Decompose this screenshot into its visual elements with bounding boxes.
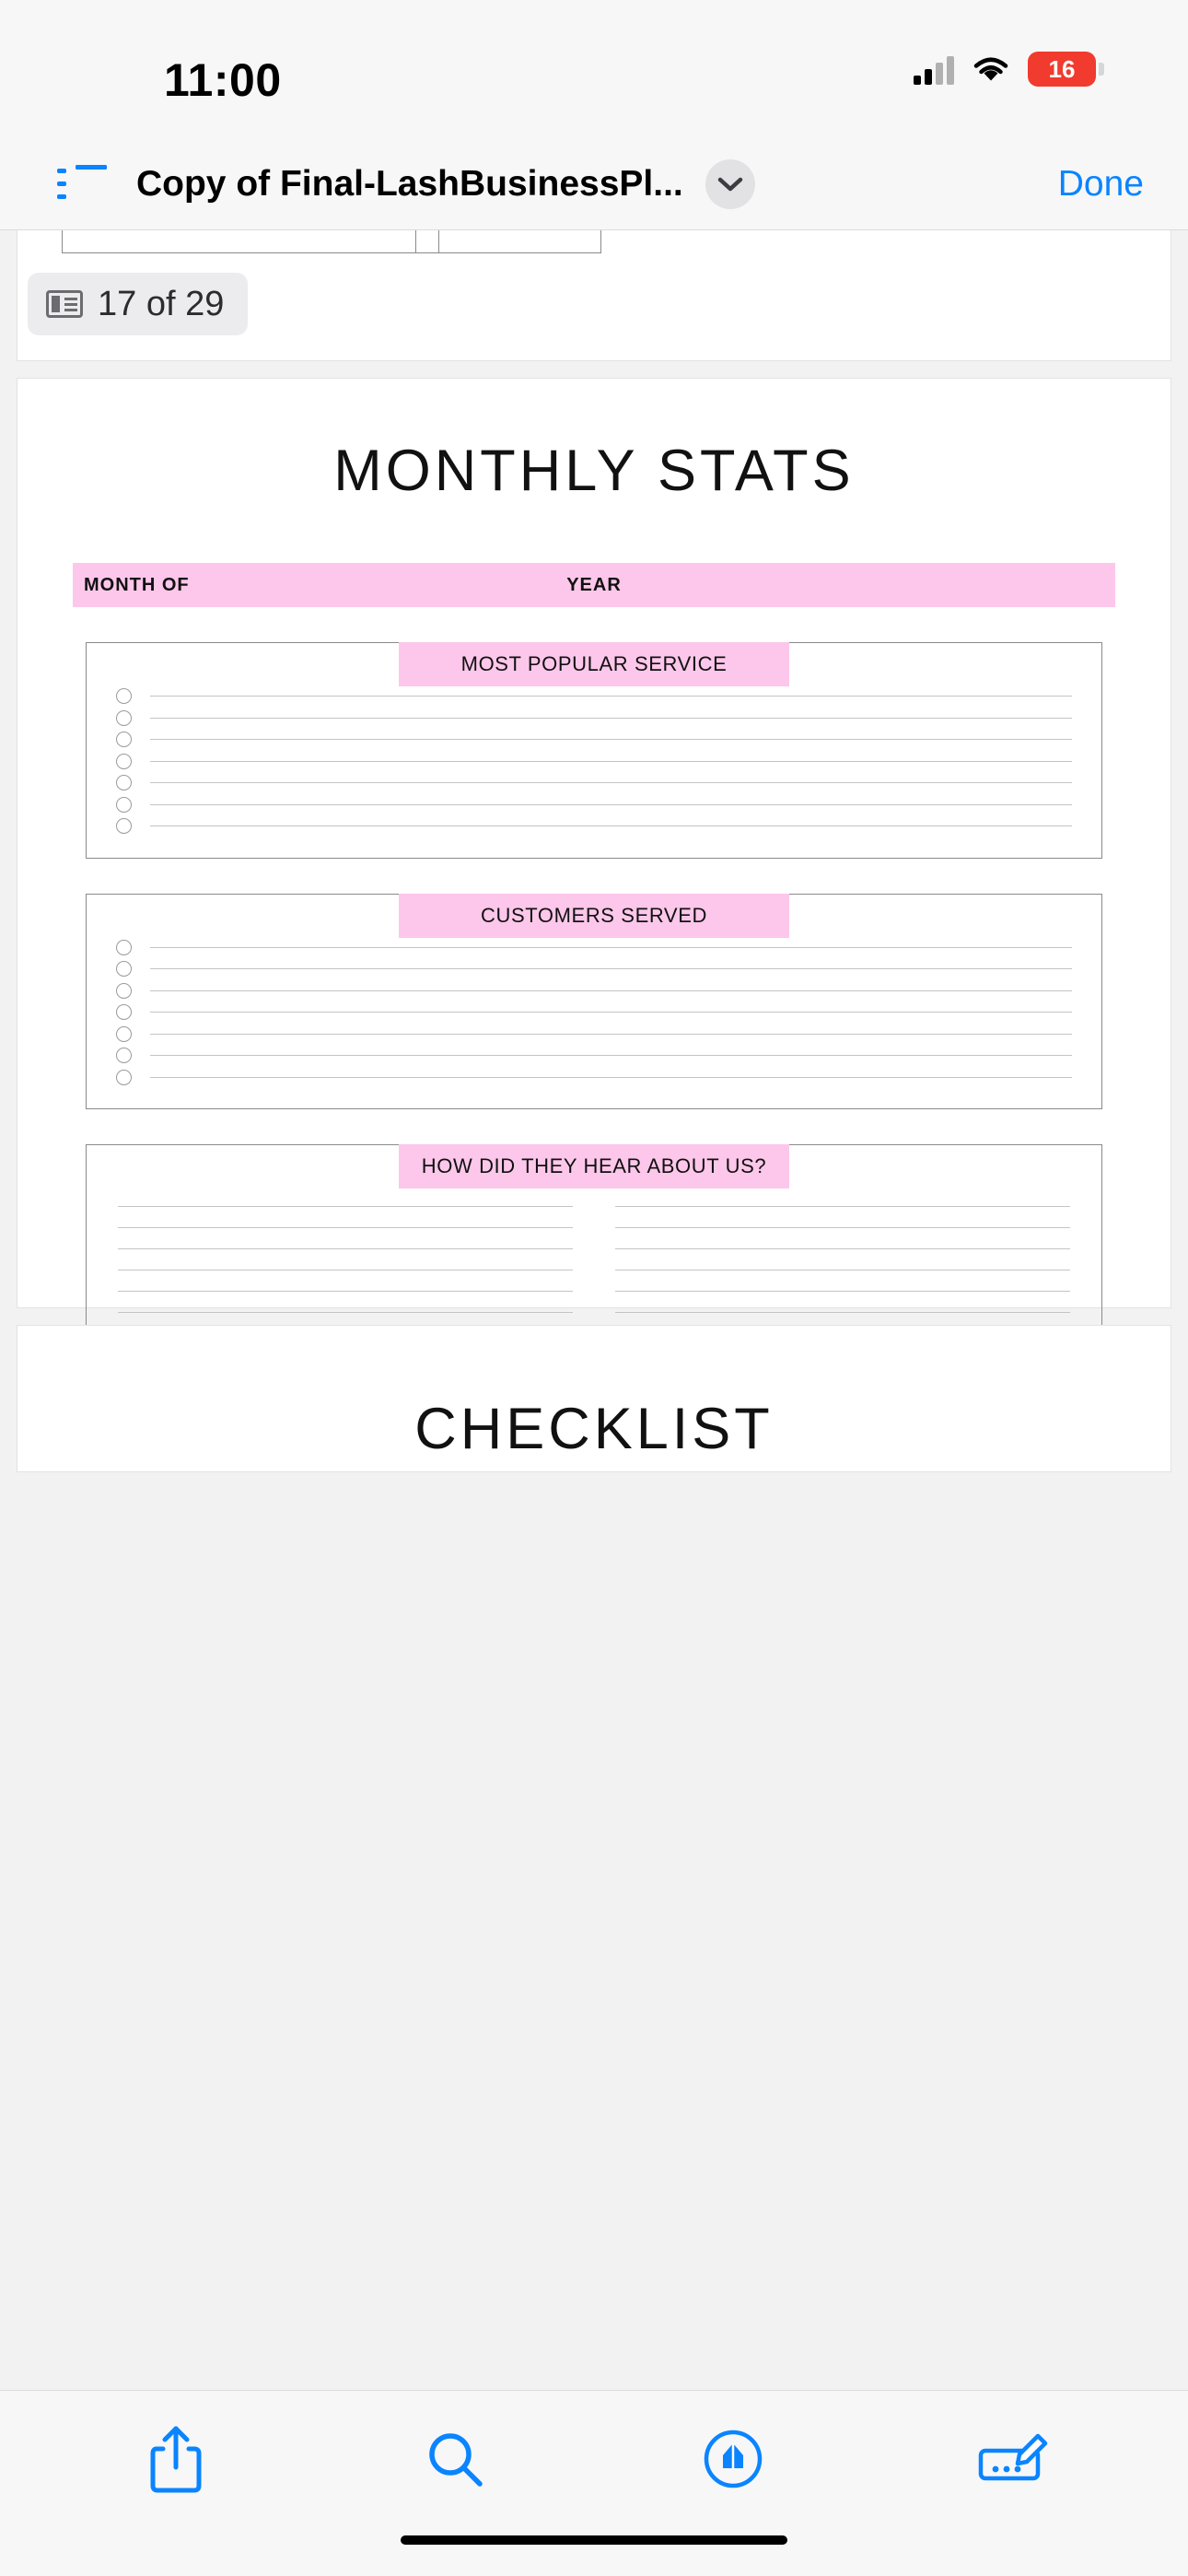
section-most-popular-service — [86, 642, 1102, 859]
home-indicator[interactable] — [401, 2535, 787, 2545]
write-line — [118, 1206, 573, 1207]
write-line — [150, 696, 1072, 697]
write-line — [150, 1012, 1072, 1013]
status-time: 11:00 — [164, 54, 282, 106]
bullet-circle-icon — [116, 754, 132, 769]
write-row[interactable] — [615, 1292, 1070, 1313]
write-line — [150, 947, 1072, 948]
list-item[interactable] — [116, 794, 1072, 816]
write-row[interactable] — [615, 1228, 1070, 1249]
page-title: Copy of Final-LashBusinessPl... — [136, 163, 683, 204]
hear-column-left — [118, 1186, 573, 1313]
write-line — [118, 1312, 573, 1313]
write-line — [615, 1206, 1070, 1207]
write-row[interactable] — [615, 1270, 1070, 1292]
section-header: CUSTOMERS SERVED — [399, 894, 789, 938]
write-row[interactable] — [118, 1270, 573, 1292]
list-item[interactable] — [116, 980, 1072, 1002]
cellular-bars-icon — [914, 53, 954, 85]
page-separator — [0, 361, 1188, 378]
write-line — [118, 1248, 573, 1249]
markup-icon[interactable] — [678, 2415, 788, 2503]
list-item[interactable] — [116, 958, 1072, 980]
bullet-circle-icon — [116, 940, 132, 955]
bullet-circle-icon — [116, 1004, 132, 1020]
write-line — [150, 804, 1072, 805]
write-line — [150, 761, 1072, 762]
write-row[interactable] — [615, 1249, 1070, 1270]
write-row[interactable] — [118, 1186, 573, 1207]
write-line — [150, 968, 1072, 969]
next-page-title: CHECKLIST — [414, 1397, 774, 1461]
list-item[interactable] — [116, 772, 1072, 794]
page-thumbnail-icon — [46, 290, 83, 318]
write-row[interactable] — [118, 1207, 573, 1228]
bullet-circle-icon — [116, 710, 132, 726]
year-label: YEAR — [566, 574, 622, 595]
list-item[interactable] — [116, 729, 1072, 751]
list-item[interactable] — [116, 685, 1072, 708]
write-row[interactable] — [615, 1207, 1070, 1228]
list-item[interactable] — [116, 708, 1072, 730]
form-box-right — [415, 230, 601, 253]
write-line — [150, 1034, 1072, 1035]
battery-level: 16 — [1048, 54, 1076, 83]
status-bar — [0, 0, 1188, 138]
list-item[interactable] — [116, 751, 1072, 773]
write-line — [150, 990, 1072, 991]
list-item[interactable] — [116, 815, 1072, 837]
bullet-circle-icon — [116, 732, 132, 747]
chevron-down-icon[interactable] — [705, 159, 755, 209]
list-item[interactable] — [116, 1067, 1072, 1089]
bottom-toolbar — [0, 2390, 1188, 2526]
bullet-circle-icon — [116, 797, 132, 813]
bullet-circle-icon — [116, 961, 132, 977]
battery-icon — [1028, 52, 1096, 87]
bullet-circle-icon — [116, 775, 132, 790]
wifi-icon — [971, 53, 1011, 85]
month-year-bar — [73, 563, 1115, 607]
section-how-did-they-hear — [86, 1144, 1102, 1341]
sheet-title: MONTHLY STATS — [333, 439, 855, 503]
write-line — [150, 1055, 1072, 1056]
bullet-circle-icon — [116, 1070, 132, 1085]
page-indicator — [28, 273, 248, 335]
list-item[interactable] — [116, 937, 1072, 959]
done-button[interactable]: Done — [1057, 163, 1144, 204]
section-customers-served — [86, 894, 1102, 1110]
write-line — [615, 1227, 1070, 1228]
bullet-circle-icon — [116, 983, 132, 999]
share-icon[interactable] — [121, 2415, 231, 2503]
list-item[interactable] — [116, 1001, 1072, 1024]
bullet-circle-icon — [116, 818, 132, 834]
list-item[interactable] — [116, 1045, 1072, 1067]
navigation-bar — [0, 138, 1188, 230]
form-box-left — [62, 230, 439, 253]
write-line — [118, 1291, 573, 1292]
write-line — [615, 1291, 1070, 1292]
search-icon[interactable] — [400, 2415, 510, 2503]
bullet-circle-icon — [116, 688, 132, 704]
document-page-current — [17, 378, 1171, 1308]
write-row[interactable] — [615, 1186, 1070, 1207]
write-row[interactable] — [118, 1292, 573, 1313]
month-of-label: MONTH OF — [84, 574, 190, 595]
bullet-circle-icon — [116, 1026, 132, 1042]
write-line — [150, 739, 1072, 740]
bullet-circle-icon — [116, 1048, 132, 1063]
write-line — [615, 1248, 1070, 1249]
hear-column-right — [615, 1186, 1070, 1313]
write-line — [150, 782, 1072, 783]
page-indicator-label: 17 of 29 — [98, 284, 225, 323]
write-row[interactable] — [118, 1249, 573, 1270]
write-line — [118, 1227, 573, 1228]
document-page-next — [17, 1325, 1171, 1472]
status-indicators — [914, 52, 1096, 87]
document-scroll-area[interactable] — [0, 230, 1188, 2390]
home-indicator-area — [0, 2526, 1188, 2576]
write-row[interactable] — [118, 1228, 573, 1249]
section-header: HOW DID THEY HEAR ABOUT US? — [399, 1144, 789, 1188]
document-list-icon[interactable] — [55, 165, 107, 204]
compose-icon[interactable] — [957, 2415, 1067, 2503]
list-item[interactable] — [116, 1024, 1072, 1046]
write-line — [150, 718, 1072, 719]
section-header: MOST POPULAR SERVICE — [399, 642, 789, 686]
write-line — [150, 1077, 1072, 1078]
write-line — [615, 1312, 1070, 1313]
write-line — [150, 825, 1072, 826]
